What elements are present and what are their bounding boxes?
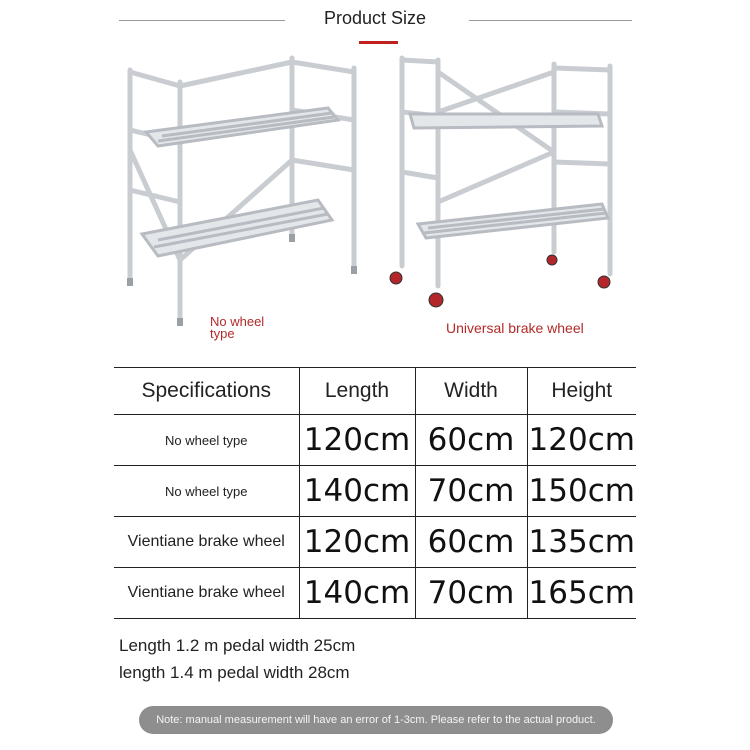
no-wheel-caption-line2: type (210, 326, 235, 341)
row-width: 70cm (415, 568, 527, 619)
row-length: 140cm (299, 568, 415, 619)
pedal-width-note-1: Length 1.2 m pedal width 25cm (119, 636, 356, 655)
row-height: 165cm (527, 568, 636, 619)
row-length: 120cm (299, 415, 415, 466)
row-length: 120cm (299, 517, 415, 568)
row-name: No wheel type (114, 415, 299, 466)
table-row (114, 568, 636, 619)
row-name: Vientiane brake wheel (114, 568, 299, 619)
page-title: Product Size (323, 8, 427, 28)
row-width: 60cm (415, 415, 527, 466)
header-length: Length (299, 368, 415, 415)
row-height: 120cm (527, 415, 636, 466)
no-wheel-caption-line1: No wheel (210, 314, 265, 329)
row-height: 150cm (527, 466, 636, 517)
title-accent-bar (359, 41, 398, 44)
header-width: Width (415, 368, 527, 415)
row-name: No wheel type (114, 466, 299, 517)
scaffold-no-wheel-image (118, 50, 366, 332)
specification-table (114, 367, 636, 619)
header-specifications: Specifications (114, 368, 299, 415)
table-row (114, 415, 636, 466)
row-height: 135cm (527, 517, 636, 568)
row-width: 60cm (415, 517, 527, 568)
no-wheel-caption (210, 316, 264, 340)
pedal-width-note-2: length 1.4 m pedal width 28cm (119, 663, 350, 682)
row-name: Vientiane brake wheel (114, 517, 299, 568)
table-header-row (114, 368, 636, 415)
measurement-disclaimer: Note: manual measurement will have an error of 1-3cm. Please refer to the actual product. (139, 706, 613, 734)
scaffold-brake-wheel-image (388, 52, 618, 314)
brake-wheel-caption: Universal brake wheel (446, 320, 584, 336)
row-width: 70cm (415, 466, 527, 517)
header-height: Height (527, 368, 636, 415)
table-row (114, 517, 636, 568)
table-row (114, 466, 636, 517)
row-length: 140cm (299, 466, 415, 517)
